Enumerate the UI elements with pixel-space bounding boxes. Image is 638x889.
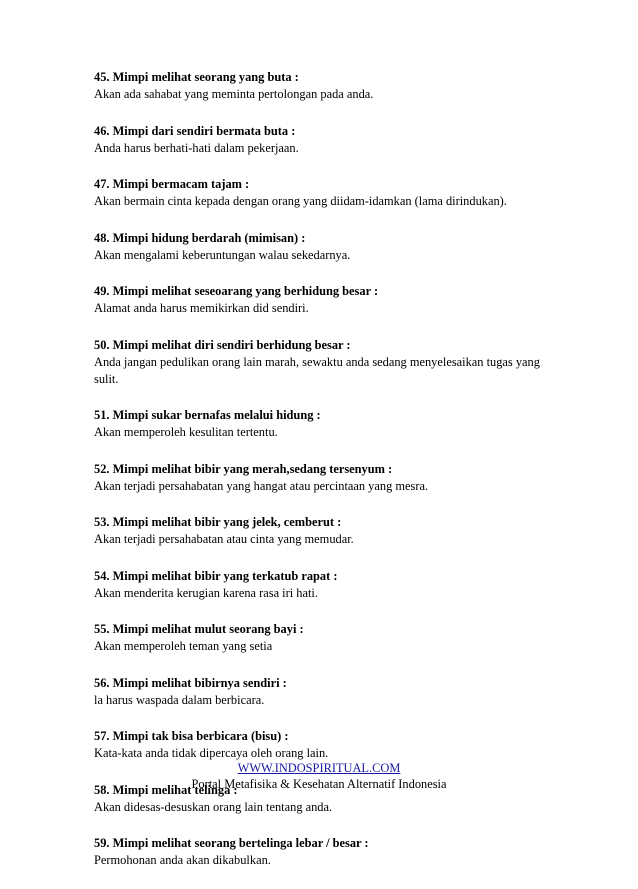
entry-48 xyxy=(94,230,564,264)
footer-tagline: Portal Metafisika & Kesehatan Alternatif Indonesia xyxy=(191,777,447,791)
entry-title: 59. Mimpi melihat seorang bertelinga lebar / besar : xyxy=(94,836,369,850)
entry-title: 45. Mimpi melihat seorang yang buta : xyxy=(94,70,299,84)
entry-49 xyxy=(94,283,564,317)
entry-body: Akan bermain cinta kepada dengan orang yang diidam-idamkan (lama dirindukan). xyxy=(94,194,507,208)
entry-body: Permohonan anda akan dikabulkan. xyxy=(94,853,271,867)
page-footer xyxy=(0,760,638,792)
entry-title: 48. Mimpi hidung berdarah (mimisan) : xyxy=(94,230,306,245)
entry-body: Akan didesas-desuskan orang lain tentang anda. xyxy=(94,799,333,814)
entry-45 xyxy=(94,69,564,103)
entry-title: 55. Mimpi melihat mulut seorang bayi : xyxy=(94,622,304,636)
entry-title: 51. Mimpi sukar bernafas melalui hidung : xyxy=(94,408,321,422)
entry-59 xyxy=(94,835,564,869)
entry-body: Anda jangan pedulikan orang lain marah, sewaktu anda sedang menyelesaikan tugas yang sulit. xyxy=(94,354,540,386)
website-link[interactable]: WWW.INDOSPIRITUAL.COM xyxy=(237,761,401,775)
entry-47 xyxy=(94,176,564,210)
entry-title: 50. Mimpi melihat diri sendiri berhidung besar : xyxy=(94,337,351,352)
entry-53 xyxy=(94,514,564,548)
entry-body: Akan memperoleh teman yang setia xyxy=(94,639,273,653)
entry-title: 47. Mimpi bermacam tajam : xyxy=(94,177,250,191)
entry-body: Akan memperoleh kesulitan tertentu. xyxy=(94,425,278,439)
entry-body: Anda harus berhati-hati dalam pekerjaan. xyxy=(94,140,299,155)
entry-title: 49. Mimpi melihat seseoarang yang berhidung besar : xyxy=(94,284,379,298)
entry-46 xyxy=(94,123,564,157)
entry-body: Akan ada sahabat yang meminta pertolongan pada anda. xyxy=(94,87,374,101)
entry-body: Akan terjadi persahabatan yang hangat atau percintaan yang mesra. xyxy=(94,478,429,493)
entry-body: Akan mengalami keberuntungan walau sekedarnya. xyxy=(94,247,351,262)
entry-51 xyxy=(94,407,564,441)
entry-50 xyxy=(94,337,564,388)
entry-56 xyxy=(94,675,564,709)
entry-body: Akan terjadi persahabatan atau cinta yang memudar. xyxy=(94,532,354,546)
entry-52 xyxy=(94,461,564,495)
entry-body: Kata-kata anda tidak dipercaya oleh orang lain. xyxy=(94,746,329,760)
entry-body: la harus waspada dalam berbicara. xyxy=(94,692,265,707)
entry-title: 56. Mimpi melihat bibirnya sendiri : xyxy=(94,675,287,690)
entry-title: 53. Mimpi melihat bibir yang jelek, cemberut : xyxy=(94,515,342,529)
entry-55 xyxy=(94,621,564,655)
entry-title: 52. Mimpi melihat bibir yang merah,sedang tersenyum : xyxy=(94,461,393,476)
entry-title: 54. Mimpi melihat bibir yang terkatub rapat : xyxy=(94,568,338,583)
entry-54 xyxy=(94,568,564,602)
entry-body: Akan menderita kerugian karena rasa iri hati. xyxy=(94,585,318,600)
entry-57 xyxy=(94,728,564,762)
entry-title: 57. Mimpi tak bisa berbicara (bisu) : xyxy=(94,729,289,743)
entry-body: Alamat anda harus memikirkan did sendiri. xyxy=(94,301,309,315)
entry-title: 46. Mimpi dari sendiri bermata buta : xyxy=(94,123,296,138)
entry-title: 58. Mimpi melihat telinga : xyxy=(94,782,238,797)
